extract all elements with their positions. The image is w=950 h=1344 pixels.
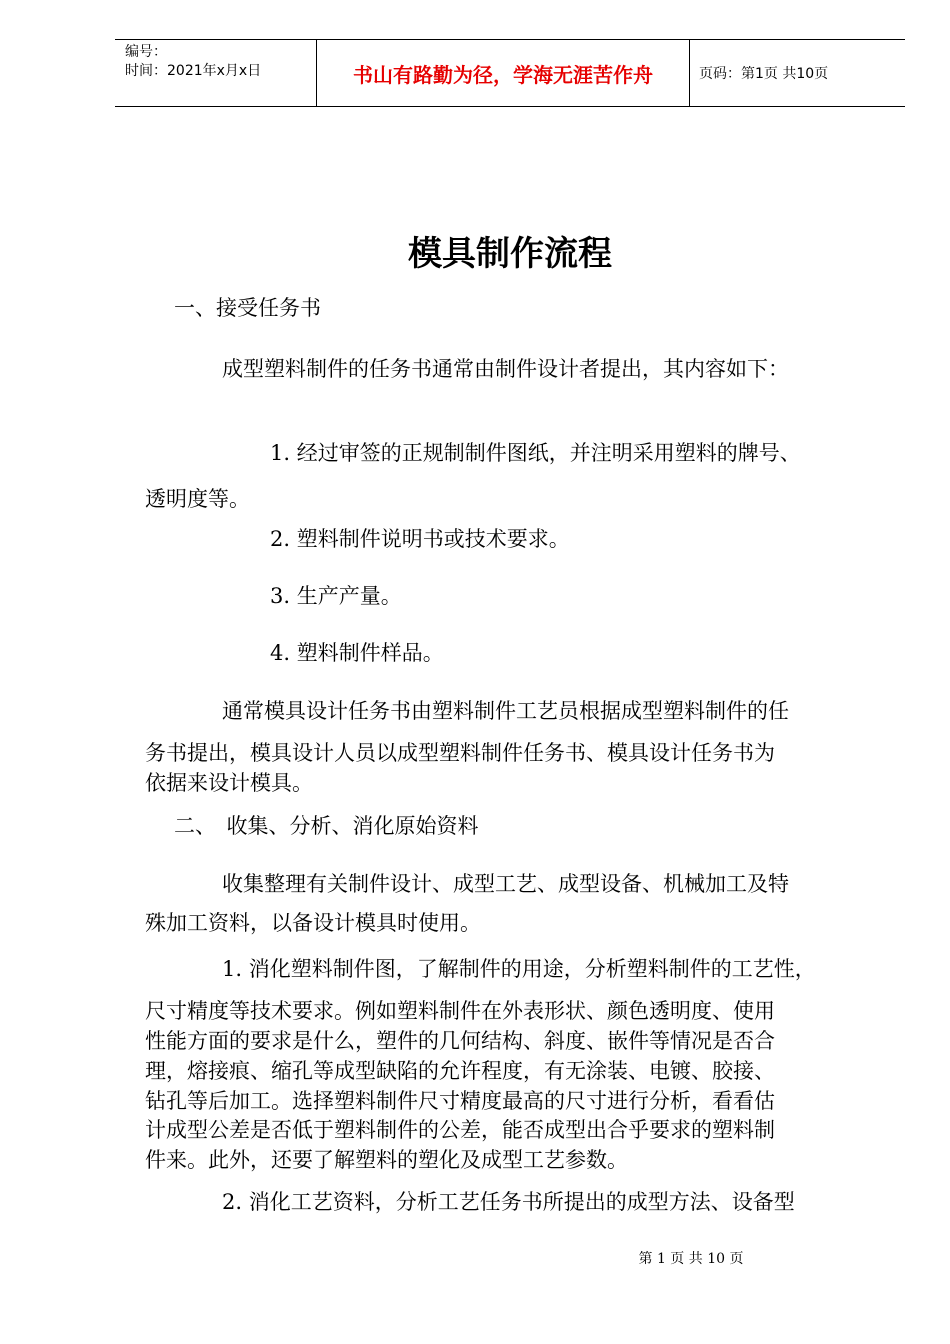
list-item-2: 2. 塑料制件说明书或技术要求。: [270, 527, 570, 551]
list-item-5: 1. 消化塑料制件图，了解制件的用途，分析塑料制件的工艺性，: [222, 957, 816, 981]
section-heading-1: 一、接受任务书: [174, 296, 321, 320]
paragraph-line: 收集整理有关制件设计、成型工艺、成型设备、机械加工及特: [222, 872, 789, 896]
paragraph-line: 依据来设计模具。: [145, 771, 313, 795]
page-footer: 第 1 页 共 10 页: [638, 1251, 744, 1267]
list-item-3: 3. 生产产量。: [270, 584, 402, 608]
document-time: 时间：2021年x月x日: [125, 63, 262, 79]
header-motto: 书山有路勤为径，学海无涯苦作舟: [316, 40, 690, 106]
paragraph-line: 殊加工资料，以备设计模具时使用。: [145, 911, 481, 935]
paragraph-line: 尺寸精度等技术要求。例如塑料制件在外表形状、颜色透明度、使用: [145, 999, 775, 1023]
paragraph-line: 钻孔等后加工。选择塑料制件尺寸精度最高的尺寸进行分析，看看估: [145, 1089, 775, 1113]
paragraph-line: 件来。此外，还要了解塑料的塑化及成型工艺参数。: [145, 1148, 628, 1172]
paragraph-line: 通常模具设计任务书由塑料制件工艺员根据成型塑料制件的任: [222, 699, 789, 723]
document-title: 模具制作流程: [408, 234, 612, 274]
list-item-6: 2. 消化工艺资料，分析工艺任务书所提出的成型方法、设备型: [222, 1190, 795, 1214]
header-page-number: 页码：第1页 共10页: [699, 66, 829, 82]
paragraph-line: 成型塑料制件的任务书通常由制件设计者提出，其内容如下：: [222, 357, 789, 381]
list-item-4: 4. 塑料制件样品。: [270, 641, 444, 665]
document-number: 编号：: [125, 44, 167, 60]
paragraph-line: 理，熔接痕、缩孔等成型缺陷的允许程度，有无涂装、电镀、胶接、: [145, 1059, 775, 1083]
paragraph-line: 性能方面的要求是什么，塑件的几何结构、斜度、嵌件等情况是否合: [145, 1029, 775, 1053]
list-item-1-cont: 透明度等。: [145, 487, 250, 511]
section-heading-2: 二、 收集、分析、消化原始资料: [174, 814, 479, 838]
paragraph-line: 计成型公差是否低于塑料制件的公差，能否成型出合乎要求的塑料制: [145, 1118, 775, 1142]
page-header: [115, 39, 905, 107]
list-item-1: 1. 经过审签的正规制制件图纸，并注明采用塑料的牌号、: [270, 441, 801, 465]
header-meta: [115, 40, 316, 106]
paragraph-line: 务书提出，模具设计人员以成型塑料制件任务书、模具设计任务书为: [145, 741, 775, 765]
